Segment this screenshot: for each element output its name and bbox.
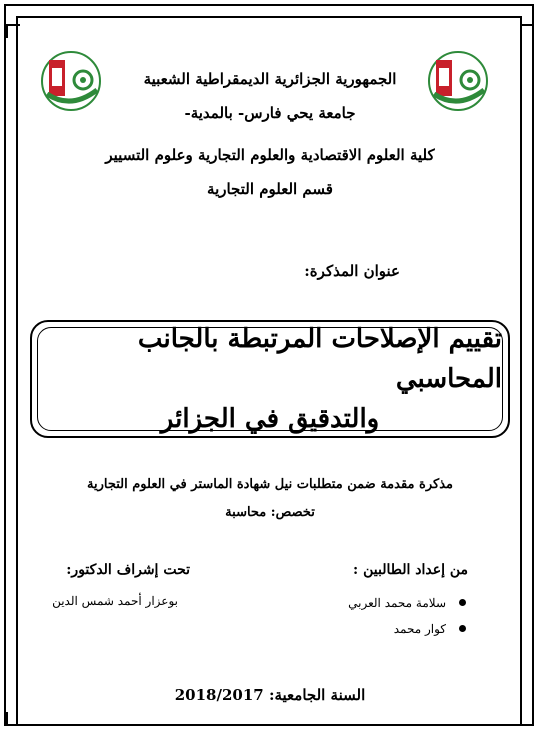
faculty-name: كلية العلوم الاقتصادية والعلوم التجارية وعلوم التسيير xyxy=(105,146,435,164)
corner-ornament xyxy=(6,712,20,726)
academic-year: السنة الجامعية: 2018/2017 xyxy=(174,686,366,704)
students-label: من إعداد الطالبين : xyxy=(353,562,468,578)
corner-ornament xyxy=(520,712,534,726)
student-name: سلامة محمد العربي xyxy=(348,596,446,610)
republic-name: الجمهورية الجزائرية الديمقراطية الشعبية xyxy=(143,70,397,88)
memo-title-inner xyxy=(37,323,503,435)
corner-ornament xyxy=(520,24,534,38)
memo-title-label: عنوان المذكرة: xyxy=(304,262,400,280)
memo-title-line-1: تقييم الإصلاحات المرتبطة بالجانب المحاسبي xyxy=(137,323,502,394)
bullet-icon xyxy=(459,599,466,606)
university-name: جامعة يحي فارس- بالمدية- xyxy=(184,104,356,122)
supervisor-name: بوعزار أحمد شمس الدين xyxy=(52,594,178,608)
list-item xyxy=(348,616,466,642)
memo-title-box xyxy=(30,320,510,438)
submission-statement: مذكرة مقدمة ضمن متطلبات نيل شهادة الماستر في العلوم التجارية xyxy=(87,477,453,492)
student-name: كوار محمد xyxy=(393,622,446,636)
corner-ornament xyxy=(6,24,20,38)
bullet-icon xyxy=(459,625,466,632)
students-list xyxy=(348,590,466,642)
supervisor-label: تحت إشراف الدكتور: xyxy=(66,562,190,578)
list-item xyxy=(348,590,466,616)
specialty: تخصص: محاسبة xyxy=(225,505,315,520)
memo-title-line-2: والتدقيق في الجزائر xyxy=(160,404,380,435)
department-name: قسم العلوم التجارية xyxy=(207,180,333,198)
